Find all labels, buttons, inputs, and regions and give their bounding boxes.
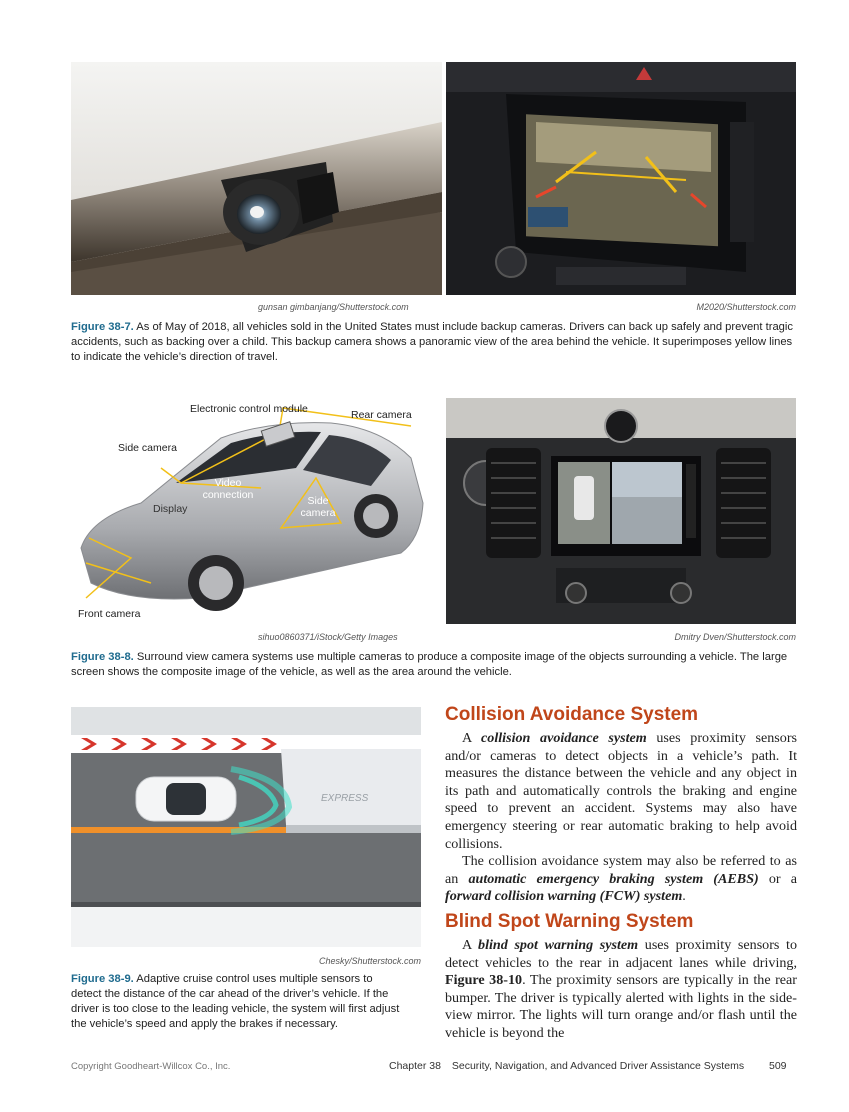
page-number: 509 — [769, 1060, 787, 1072]
diagram-label-video-line2: connection — [202, 489, 254, 501]
copyright-notice: Copyright Goodheart-Willcox Co., Inc. — [71, 1061, 231, 1072]
diagram-label-front-camera: Front camera — [78, 608, 141, 620]
text-span: A — [462, 937, 479, 953]
diagram-label-display: Display — [153, 503, 188, 515]
dashboard-display-photo — [446, 62, 796, 295]
surround-camera-diagram — [71, 398, 442, 624]
text-span: uses proximity sensors to detect vehicles to the rear in adjacent lanes while driving, — [445, 937, 797, 971]
term-collision-avoidance: collision avoidance system — [481, 730, 647, 746]
adaptive-cruise-photo — [71, 707, 421, 947]
backup-camera-photo — [71, 62, 442, 295]
figure-38-7-label: Figure 38-7. — [71, 321, 134, 333]
figure-38-9-label: Figure 38-9. — [71, 973, 134, 985]
figure-38-9-caption — [71, 972, 406, 1032]
diagram-label-rear-camera: Rear camera — [351, 409, 412, 421]
figure-38-8-credit-right: Dmitry Dven/Shutterstock.com — [674, 632, 796, 642]
term-blind-spot: blind spot warning system — [478, 937, 639, 953]
diagram-label-side-camera-right — [293, 495, 343, 519]
collision-paragraph-2 — [445, 853, 797, 906]
surround-view-screen-photo — [446, 398, 796, 624]
text-span: A — [462, 730, 482, 746]
figure-38-8-text: Surround view camera systems use multiple cameras to produce a composite image of the objects surrounding a vehicle. The large screen shows the composite image of the vehicle, as well as the area around the vehicle. — [71, 651, 788, 678]
blind-spot-heading: Blind Spot Warning System — [445, 911, 694, 932]
figure-38-9-credit: Chesky/Shutterstock.com — [318, 956, 421, 966]
diagram-label-ecm: Electronic control module — [190, 403, 308, 415]
figure-38-8-label: Figure 38-8. — [71, 651, 134, 663]
text-span: or a — [758, 870, 797, 887]
diagram-label-side-camera-left: Side camera — [118, 442, 177, 454]
truck-express-text: EXPRESS — [321, 793, 369, 804]
text-span: uses proximity sensors and/or cameras to detect objects in a vehicle’s path. It measures the distance between the vehicle and any object in its path and automatically controls the braking and engine speed to prevent an accident. Systems may also have emergency steering or rear automatic braking to help avoid collisions. — [445, 730, 797, 852]
text-span: . The proximity sensors are typically in the rear bumper. The driver is typically alerted with lights in the side-view mirror. The lights will turn orange and/or flash until the vehicle is beyond the — [445, 972, 797, 1041]
figure-reference: Figure 38-10 — [445, 972, 523, 989]
text-span: The collision avoidance system may also be referred to as an — [445, 853, 797, 887]
running-footer — [389, 1060, 787, 1072]
chapter-label: Chapter 38 — [389, 1060, 441, 1072]
figure-38-7-credit-left: gunsan gimbanjang/Shutterstock.com — [258, 302, 409, 312]
figure-38-7-caption — [71, 320, 797, 365]
collision-body — [445, 730, 797, 906]
text-span: . — [682, 888, 686, 905]
diagram-label-video-line1: Video — [214, 477, 242, 489]
figure-38-7-text: As of May of 2018, all vehicles sold in the United States must include backup cameras. Drivers can back up safely and prevent tragic accidents, such as backing over a child. This backup camera shows a panoramic view of the area behind the vehicle. It superimposes yellow lines to indicate the vehicle’s direction of travel. — [71, 321, 793, 363]
figure-38-8-caption — [71, 650, 797, 680]
term-fcw: forward collision warning (FCW) system — [445, 888, 683, 905]
chapter-title: Security, Navigation, and Advanced Driver Assistance Systems — [451, 1060, 745, 1072]
diagram-label-side-line1: Side — [307, 495, 329, 507]
diagram-label-side-line2: camera — [300, 507, 336, 519]
collision-heading: Collision Avoidance System — [445, 704, 699, 725]
figure-38-7-credit-right: M2020/Shutterstock.com — [696, 302, 796, 312]
collision-paragraph-1 — [445, 730, 797, 853]
term-aebs: automatic emergency braking system (AEBS) — [468, 870, 759, 887]
diagram-label-video-connection — [196, 477, 260, 501]
figure-38-8-credit-left: sihuo0860371/iStock/Getty Images — [258, 632, 398, 642]
blind-spot-paragraph-1 — [445, 937, 797, 1043]
blind-spot-body — [445, 937, 797, 1043]
figure-38-9-text: Adaptive cruise control uses multiple sensors to detect the distance of the car ahead of the driver’s vehicle. If the driver is too close to the leading vehicle, the system will first adjust the vehicle’s speed and apply the brakes if necessary. — [71, 973, 400, 1030]
